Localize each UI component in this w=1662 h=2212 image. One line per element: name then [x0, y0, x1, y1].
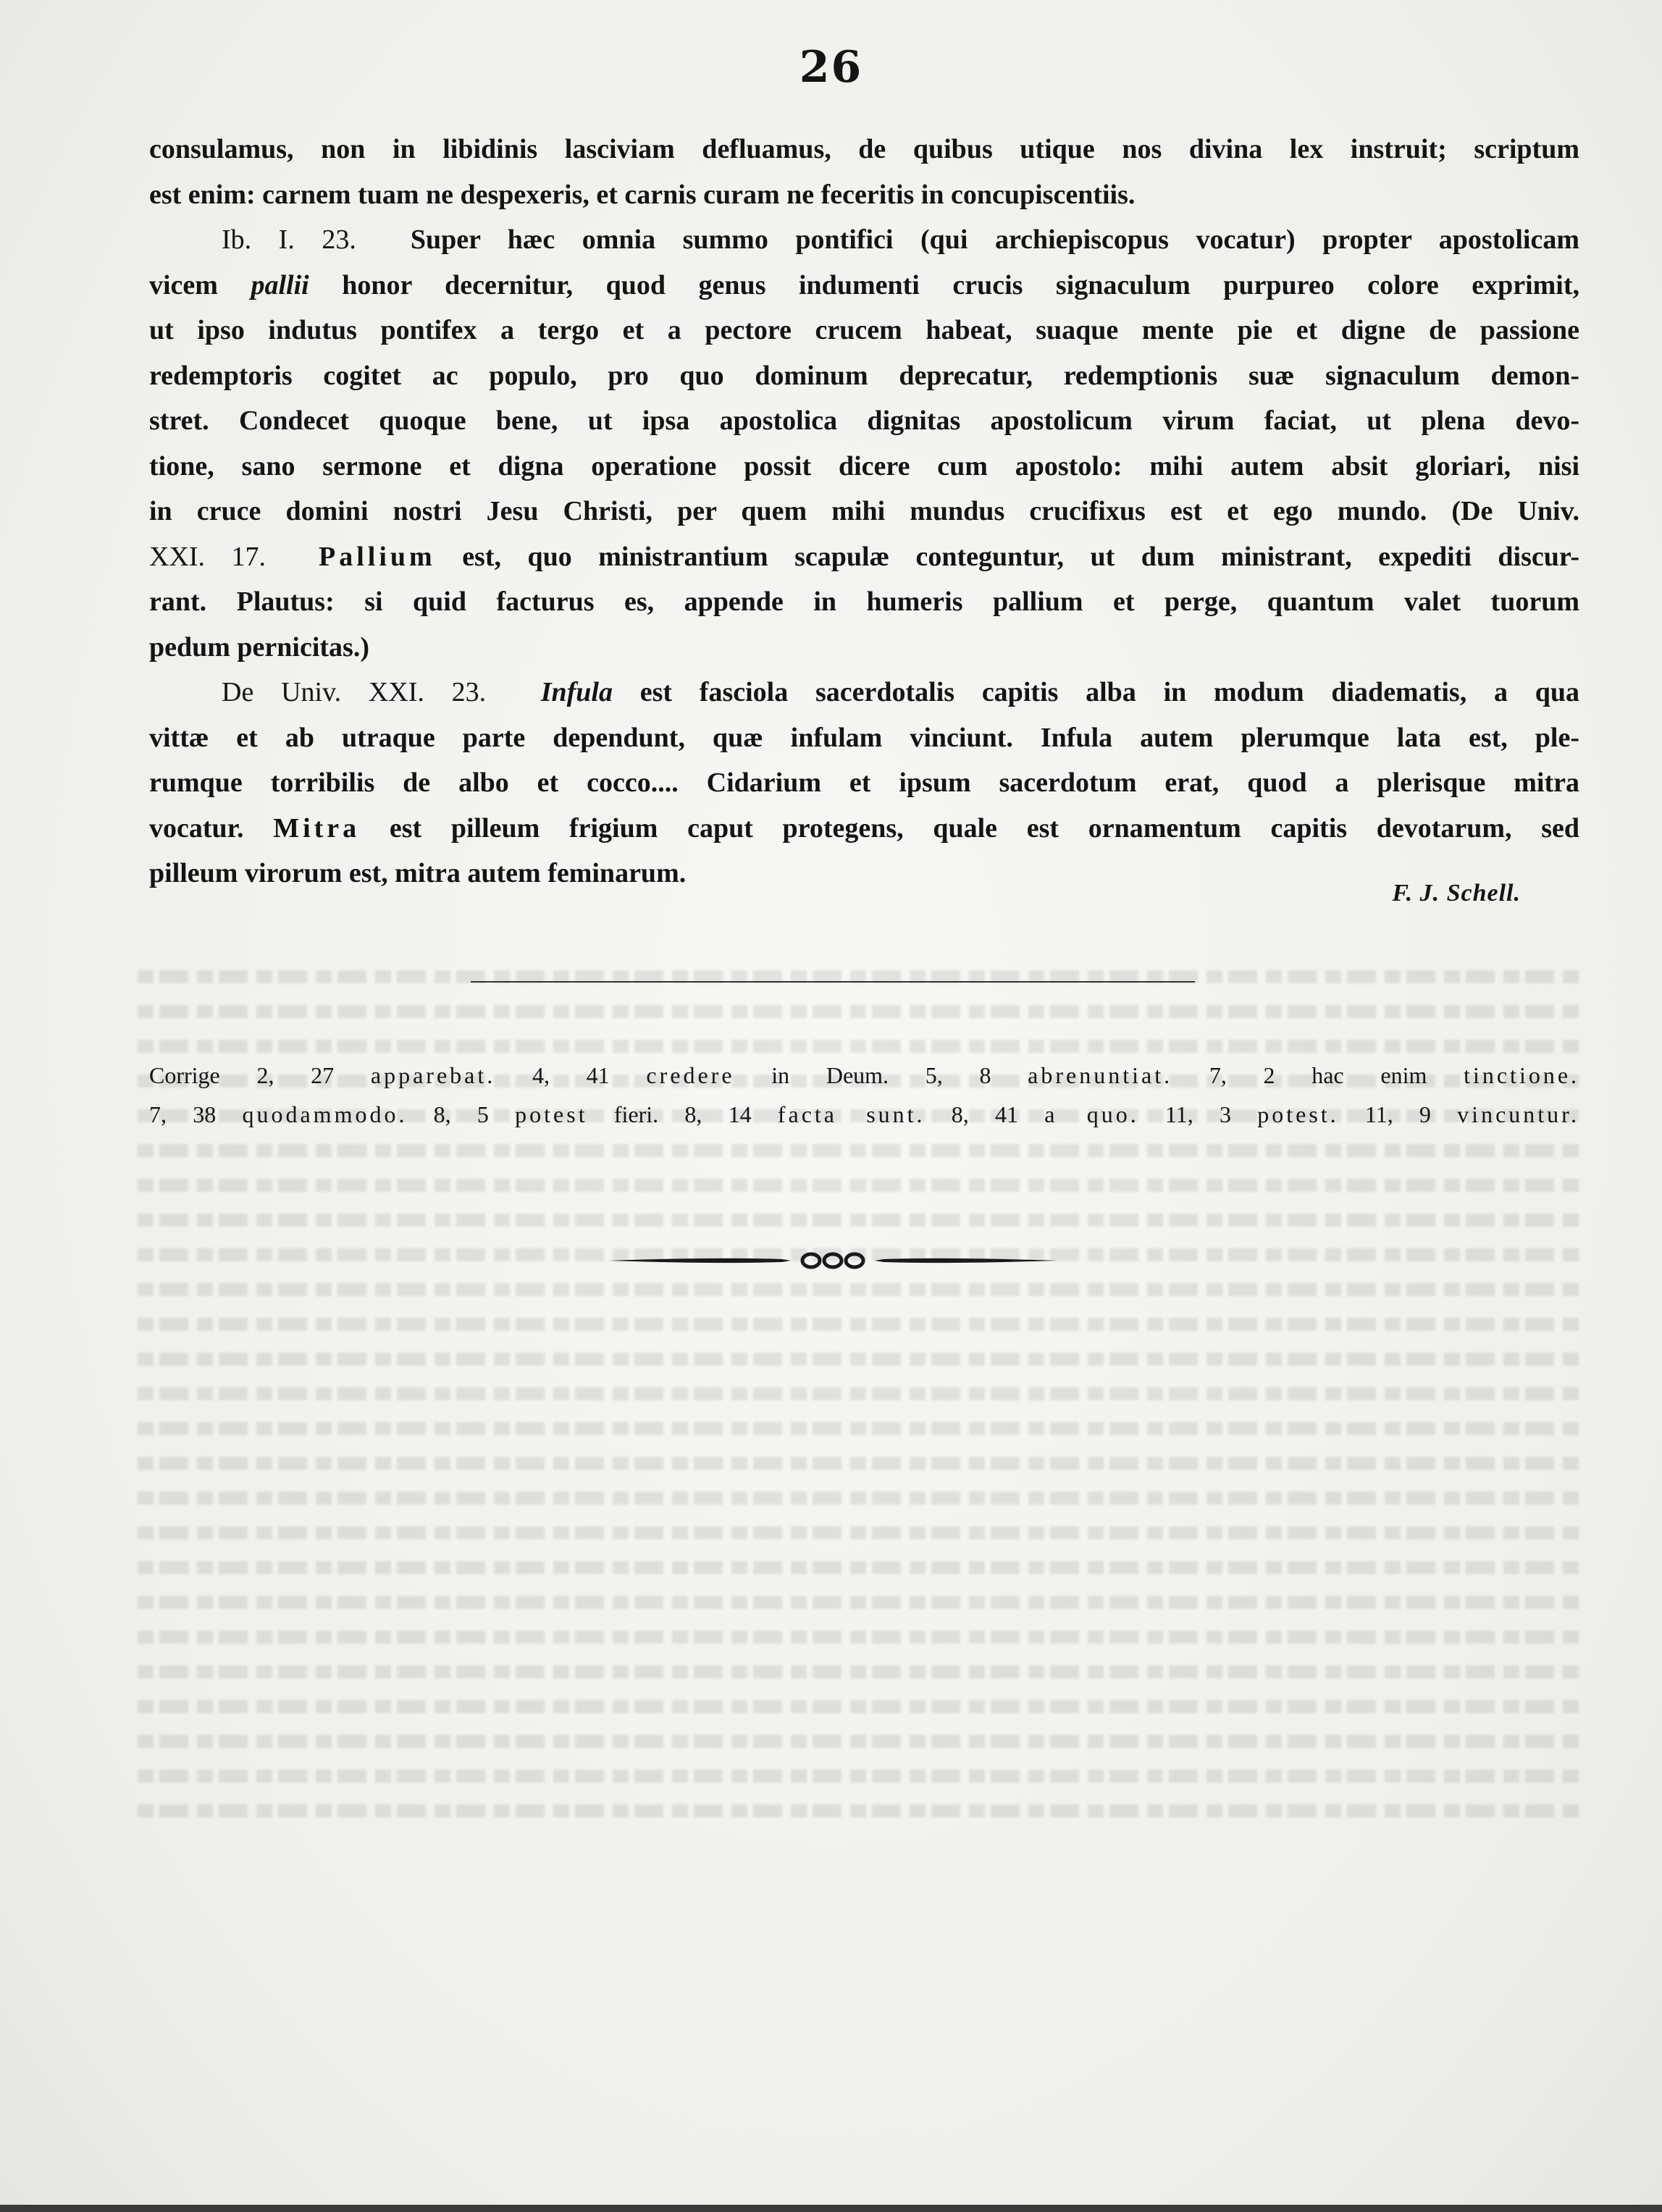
errata-correction: tinctione.: [1464, 1062, 1580, 1088]
text-line: in cruce domini nostri Jesu Christi, per quem mihi mundus crucifixus est et ego mundo. (De Univ.: [149, 496, 1579, 526]
text-line: [149, 217, 1579, 263]
text-line: stret. Condecet quoque bene, ut ipsa apostolica dignitas apostolicum virum faciat, ut plena devo-: [149, 405, 1579, 436]
errata-correction: a quo.: [1044, 1101, 1139, 1127]
text-fragment: Super hæc omnia summo pontifici (qui archiepiscopus vocatur) propter apostolicam: [410, 224, 1579, 255]
errata-block: [149, 1056, 1579, 1134]
italic-term: pallii: [251, 269, 309, 300]
divider-rule: [471, 981, 1195, 983]
text-line: ut ipso indutus pontifex a tergo et a pectore crucem habeat, suaque mente pie et digne de passione: [149, 315, 1579, 345]
citation-ref: Ib. I. 23.: [222, 224, 356, 255]
errata-correction: apparebat.: [370, 1062, 496, 1088]
spaced-term: Pallium: [319, 541, 436, 572]
errata-reference: 7, 2 hac enim: [1172, 1062, 1464, 1088]
main-text: [149, 127, 1579, 896]
errata-reference: 11, 9: [1338, 1101, 1458, 1127]
citation-ref: De Univ. XXI. 23.: [222, 677, 487, 707]
text-line: redemptoris cogitet ac populo, pro quo dominum deprecatur, redemptionis suæ signaculum demon-: [149, 360, 1579, 391]
errata-reference: Corrige 2, 27: [149, 1062, 371, 1088]
errata-correction: potest.: [1257, 1101, 1339, 1127]
text-line: vittæ et ab utraque parte dependunt, quæ infulam vinciunt. Infula autem plerumque lata est, ple-: [149, 722, 1579, 753]
scan-edge: [0, 2205, 1662, 2212]
errata-reference: 8, 5: [407, 1101, 516, 1127]
text-fragment: vocatur.: [149, 812, 274, 844]
text-fragment: est fasciola sacerdotalis capitis alba in modum diadematis, a qua: [612, 677, 1579, 707]
text-line: consulamus, non in libidinis lasciviam defluamus, de quibus utique nos divina lex instruit; scriptum: [149, 134, 1579, 164]
text-line: rant. Plautus: si quid facturus es, appende in humeris pallium et perge, quantum valet tuorum: [149, 586, 1579, 617]
text-line: [149, 263, 1579, 308]
text-line: pilleum virorum est, mitra autem feminarum.: [149, 858, 687, 888]
text-line: tione, sano sermone et digna operatione possit dicere cum apostolo: mihi autem absit gloriari, nisi: [149, 450, 1579, 481]
spaced-term: Mitra: [273, 812, 361, 844]
text-line: rumque torribilis de albo et cocco.... Cidarium et ipsum sacerdotum erat, quod a plerisque mitra: [149, 768, 1579, 798]
errata-reference: in Deum. 5, 8: [734, 1062, 1028, 1088]
text-line: [149, 806, 1579, 851]
errata-line: [149, 1095, 1579, 1134]
errata-correction: abrenuntiat.: [1028, 1062, 1173, 1088]
errata-reference: 7, 38: [149, 1101, 243, 1127]
author-signature: F. J. Schell.: [1392, 880, 1521, 907]
errata-correction: facta sunt.: [777, 1101, 926, 1127]
text-line: [149, 670, 1579, 715]
errata-reference: fieri. 8, 14: [587, 1101, 778, 1127]
text-line: [149, 534, 1579, 580]
text-fragment: est pilleum frigium caput protegens, quale est ornamentum capitis devotarum, sed: [360, 812, 1579, 844]
italic-term: Infula: [540, 677, 613, 707]
errata-correction: potest: [515, 1101, 588, 1127]
errata-correction: quodammodo.: [242, 1101, 408, 1127]
text-fragment: honor decernitur, quod genus indumenti crucis signaculum purpureo colore exprimit,: [309, 269, 1579, 300]
page-number: 26: [799, 42, 863, 93]
errata-reference: 4, 41: [495, 1062, 647, 1088]
errata-reference: 8, 41: [925, 1101, 1045, 1127]
text-line: est enim: carnem tuam ne despexeris, et carnis curam ne feceritis in concupiscentiis.: [149, 179, 1136, 210]
text-fragment: est, quo ministrantium scapulæ conteguntur, ut dum ministrant, expediti discur-: [435, 541, 1579, 572]
citation-ref: XXI. 17.: [149, 541, 266, 572]
errata-correction: credere: [646, 1062, 735, 1088]
text-fragment: vicem: [149, 269, 251, 300]
text-line: pedum pernicitas.): [149, 631, 369, 663]
ornament-divider: [601, 1250, 1065, 1271]
errata-reference: 11, 3: [1138, 1101, 1258, 1127]
errata-correction: vincuntur.: [1457, 1101, 1580, 1127]
errata-line: [149, 1056, 1579, 1095]
